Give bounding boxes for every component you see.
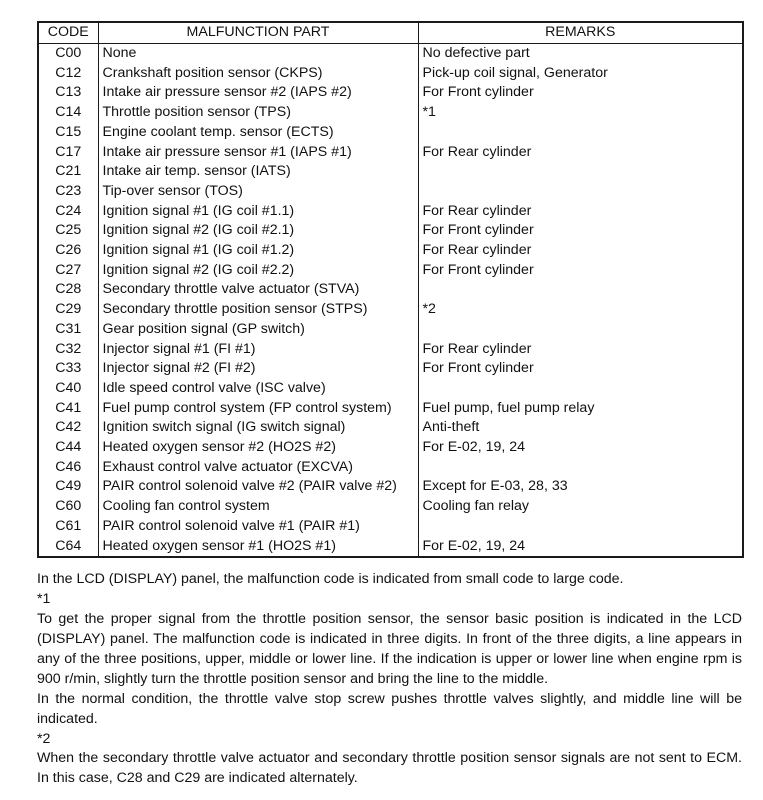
remark-cell: Fuel pump, fuel pump relay: [418, 399, 743, 419]
table-row: [38, 300, 743, 320]
table-row: [38, 280, 743, 300]
code-cell: C33: [38, 359, 98, 379]
note-paragraph: In the LCD (DISPLAY) panel, the malfunction code is indicated from small code to large code.: [37, 571, 624, 588]
table-row: [38, 64, 743, 84]
table-row: [38, 418, 743, 438]
code-cell: C28: [38, 280, 98, 300]
remark-cell: Cooling fan relay: [418, 497, 743, 517]
table-row: [38, 438, 743, 458]
code-cell: C31: [38, 320, 98, 340]
code-cell: C64: [38, 537, 98, 558]
remark-cell: [418, 123, 743, 143]
table-row: [38, 103, 743, 123]
notes-section: [37, 570, 742, 789]
code-cell: C41: [38, 399, 98, 419]
part-cell: Tip-over sensor (TOS): [98, 182, 418, 202]
part-cell: Ignition switch signal (IG switch signal): [98, 418, 418, 438]
remark-cell: Pick-up coil signal, Generator: [418, 64, 743, 84]
code-cell: C32: [38, 340, 98, 360]
part-cell: Intake air pressure sensor #2 (IAPS #2): [98, 83, 418, 103]
table-row: [38, 537, 743, 558]
remark-cell: For Front cylinder: [418, 83, 743, 103]
remark-cell: *2: [418, 300, 743, 320]
header-remarks: REMARKS: [418, 22, 743, 44]
code-cell: C26: [38, 241, 98, 261]
header-malfunction-part: MALFUNCTION PART: [98, 22, 418, 44]
table-row: [38, 359, 743, 379]
part-cell: Secondary throttle valve actuator (STVA): [98, 280, 418, 300]
code-cell: C61: [38, 517, 98, 537]
part-cell: Engine coolant temp. sensor (ECTS): [98, 123, 418, 143]
code-cell: C44: [38, 438, 98, 458]
table-row: [38, 44, 743, 64]
table-body: [38, 44, 743, 558]
part-cell: PAIR control solenoid valve #2 (PAIR valve #2): [98, 477, 418, 497]
remark-cell: For Rear cylinder: [418, 241, 743, 261]
note-paragraph: *2: [37, 730, 51, 747]
remark-cell: For Front cylinder: [418, 221, 743, 241]
part-cell: Throttle position sensor (TPS): [98, 103, 418, 123]
remark-cell: [418, 379, 743, 399]
remark-cell: Except for E-03, 28, 33: [418, 477, 743, 497]
remark-cell: For Front cylinder: [418, 261, 743, 281]
header-code: CODE: [38, 22, 98, 44]
code-cell: C49: [38, 477, 98, 497]
remark-cell: [418, 182, 743, 202]
table-row: [38, 143, 743, 163]
table-row: [38, 379, 743, 399]
remark-cell: [418, 517, 743, 537]
code-cell: C14: [38, 103, 98, 123]
part-cell: Ignition signal #1 (IG coil #1.2): [98, 241, 418, 261]
remark-cell: For E-02, 19, 24: [418, 438, 743, 458]
table-row: [38, 320, 743, 340]
part-cell: Heated oxygen sensor #1 (HO2S #1): [98, 537, 418, 558]
part-cell: Intake air temp. sensor (IATS): [98, 162, 418, 182]
note-paragraph: To get the proper signal from the throttle position sensor, the sensor basic position is indicated in the LCD (DISPLAY) panel. The malfunction code is indicated in three digits. In front of the three digits, a line appears in any of the three positions, upper, middle or lower line. If the indication is upper or lower line when engine rpm is 900 r/min, slightly turn the throttle position sensor and bring the line to the middle.: [37, 611, 742, 687]
code-cell: C29: [38, 300, 98, 320]
code-cell: C40: [38, 379, 98, 399]
remark-cell: [418, 162, 743, 182]
part-cell: Ignition signal #2 (IG coil #2.1): [98, 221, 418, 241]
remark-cell: For Rear cylinder: [418, 340, 743, 360]
table-row: [38, 477, 743, 497]
remark-cell: *1: [418, 103, 743, 123]
part-cell: Ignition signal #2 (IG coil #2.2): [98, 261, 418, 281]
table-row: [38, 261, 743, 281]
code-cell: C27: [38, 261, 98, 281]
part-cell: Secondary throttle position sensor (STPS): [98, 300, 418, 320]
remark-cell: For E-02, 19, 24: [418, 537, 743, 558]
table-row: [38, 182, 743, 202]
table-row: [38, 83, 743, 103]
table-row: [38, 497, 743, 517]
code-cell: C60: [38, 497, 98, 517]
part-cell: Intake air pressure sensor #1 (IAPS #1): [98, 143, 418, 163]
code-cell: C15: [38, 123, 98, 143]
table-row: [38, 399, 743, 419]
remark-cell: For Front cylinder: [418, 359, 743, 379]
table-row: [38, 202, 743, 222]
part-cell: Crankshaft position sensor (CKPS): [98, 64, 418, 84]
remark-cell: For Rear cylinder: [418, 202, 743, 222]
part-cell: Injector signal #1 (FI #1): [98, 340, 418, 360]
remark-cell: For Rear cylinder: [418, 143, 743, 163]
part-cell: Exhaust control valve actuator (EXCVA): [98, 458, 418, 478]
table-row: [38, 241, 743, 261]
code-cell: C25: [38, 221, 98, 241]
part-cell: None: [98, 44, 418, 64]
code-cell: C21: [38, 162, 98, 182]
table-row: [38, 340, 743, 360]
table-row: [38, 458, 743, 478]
table-header-row: [38, 22, 743, 44]
code-cell: C23: [38, 182, 98, 202]
part-cell: Ignition signal #1 (IG coil #1.1): [98, 202, 418, 222]
note-paragraph: In the normal condition, the throttle valve stop screw pushes throttle valves slightly, and middle line will be indicated.: [37, 690, 742, 727]
table-row: [38, 517, 743, 537]
table-row: [38, 123, 743, 143]
code-cell: C46: [38, 458, 98, 478]
remark-cell: [418, 280, 743, 300]
remark-cell: No defective part: [418, 44, 743, 64]
table-row: [38, 162, 743, 182]
remark-cell: [418, 320, 743, 340]
document: [37, 21, 742, 789]
part-cell: PAIR control solenoid valve #1 (PAIR #1): [98, 517, 418, 537]
part-cell: Gear position signal (GP switch): [98, 320, 418, 340]
part-cell: Cooling fan control system: [98, 497, 418, 517]
part-cell: Injector signal #2 (FI #2): [98, 359, 418, 379]
code-cell: C12: [38, 64, 98, 84]
note-paragraph: *1: [37, 591, 51, 608]
part-cell: Idle speed control valve (ISC valve): [98, 379, 418, 399]
remark-cell: Anti-theft: [418, 418, 743, 438]
code-cell: C24: [38, 202, 98, 222]
malfunction-code-table: [37, 21, 744, 558]
part-cell: Heated oxygen sensor #2 (HO2S #2): [98, 438, 418, 458]
code-cell: C17: [38, 143, 98, 163]
note-paragraph: When the secondary throttle valve actuator and secondary throttle position sensor signals are not sent to ECM. In this case, C28 and C29 are indicated alternately.: [37, 750, 742, 787]
code-cell: C42: [38, 418, 98, 438]
table-row: [38, 221, 743, 241]
code-cell: C00: [38, 44, 98, 64]
code-cell: C13: [38, 83, 98, 103]
part-cell: Fuel pump control system (FP control system): [98, 399, 418, 419]
remark-cell: [418, 458, 743, 478]
